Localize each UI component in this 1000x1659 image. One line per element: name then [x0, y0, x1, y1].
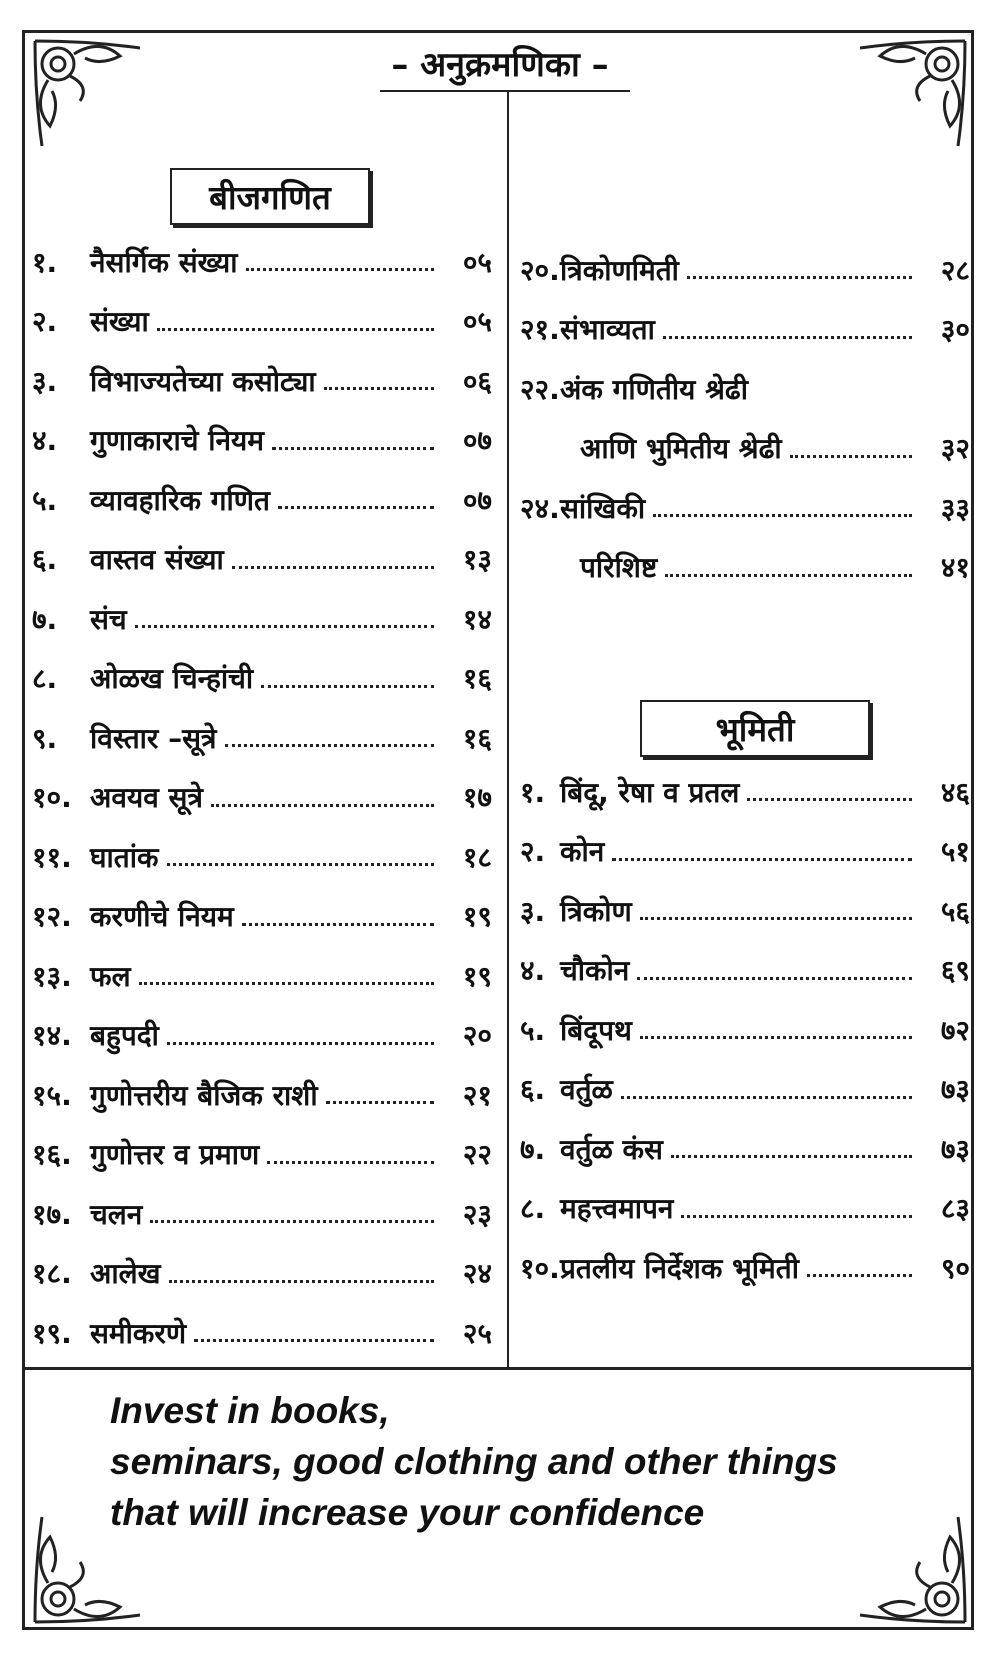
toc-leader-dots	[157, 328, 434, 331]
toc-entry	[32, 292, 492, 352]
toc-entry-page: १६	[462, 662, 492, 696]
toc-leader-dots	[135, 625, 434, 628]
toc-entry-page: १६	[462, 721, 492, 755]
quote-line: seminars, good clothing and other things	[110, 1441, 838, 1482]
toc-entry-number: १०.	[520, 1251, 560, 1285]
toc-entry-title: ओळख चिन्हांची	[90, 662, 254, 696]
toc-entry	[32, 411, 492, 471]
toc-entry-title: चौकोन	[560, 954, 630, 988]
toc-entry-title: गुणोत्तर व प्रमाण	[90, 1138, 260, 1172]
toc-entry-title: संभाव्यता	[560, 313, 655, 347]
toc-entry	[520, 1238, 970, 1298]
toc-entry-title: सांखिकी	[560, 491, 646, 525]
toc-entry-page: ३०	[940, 313, 970, 347]
quote-divider	[22, 1367, 974, 1370]
toc-leader-dots	[326, 1101, 434, 1104]
toc-entry-number: ४.	[32, 424, 58, 458]
toc-leader-dots	[167, 863, 434, 866]
toc-entry	[32, 708, 492, 768]
toc-entry-page: १९	[462, 959, 492, 993]
toc-entry-title: कोन	[560, 835, 605, 869]
toc-entry	[520, 941, 970, 1001]
toc-entry	[520, 478, 970, 538]
toc-entry-title: समीकरणे	[90, 1316, 187, 1350]
algebra-toc-list	[32, 232, 492, 1363]
toc-entry-page: २२	[462, 1138, 492, 1172]
toc-entry-title: विभाज्यतेच्या कसोट्या	[90, 364, 316, 398]
toc-entry-title: संख्या	[90, 305, 149, 339]
toc-entry	[32, 649, 492, 709]
toc-leader-dots	[211, 804, 434, 807]
toc-entry	[520, 881, 970, 941]
toc-entry-number: ४.	[520, 954, 546, 988]
toc-entry	[32, 768, 492, 828]
toc-entry	[32, 887, 492, 947]
toc-leader-dots	[150, 1220, 434, 1223]
toc-leader-dots	[621, 1096, 912, 1099]
toc-entry-number: ५.	[32, 483, 58, 517]
geometry-toc-list	[520, 762, 970, 1298]
toc-entry-number: ६.	[32, 543, 58, 577]
toc-entry-title: महत्त्वमापन	[560, 1192, 674, 1226]
toc-leader-dots	[747, 798, 912, 801]
toc-entry-page: ६९	[940, 954, 970, 988]
toc-entry-number: २०.	[520, 253, 560, 287]
toc-entry-title: वर्तुळ कंस	[560, 1132, 663, 1166]
toc-entry-title: त्रिकोणमिती	[560, 253, 679, 287]
toc-entry-page: १७	[462, 781, 492, 815]
quote-line: Invest in books,	[110, 1390, 390, 1431]
toc-entry-number: ३.	[520, 894, 546, 928]
toc-entry-page: ५१	[940, 835, 970, 869]
toc-entry	[32, 1125, 492, 1185]
toc-entry-number: १५.	[32, 1078, 72, 1112]
toc-entry-title: बहुपदी	[90, 1019, 159, 1053]
toc-entry	[520, 359, 970, 419]
page-title: – अनुक्रमणिका –	[391, 45, 609, 85]
toc-entry-page: ०६	[462, 364, 492, 398]
toc-entry-page: ७२	[940, 1013, 970, 1047]
toc-entry-number: ६.	[520, 1073, 546, 1107]
toc-entry-title: संच	[90, 602, 127, 636]
toc-entry-page: ३३	[940, 491, 970, 525]
toc-entry-title: फल	[90, 959, 131, 993]
toc-entry-number: १.	[32, 245, 58, 279]
toc-entry-number: २.	[520, 835, 546, 869]
toc-entry-title: वर्तुळ	[560, 1073, 613, 1107]
toc-entry-title: नैसर्गिक संख्या	[90, 245, 238, 279]
toc-entry-title: अंक गणितीय श्रेढी	[560, 372, 748, 406]
motivational-quote	[110, 1385, 930, 1538]
toc-entry	[520, 419, 970, 479]
toc-entry	[32, 530, 492, 590]
toc-entry-title: गुणोत्तरीय बैजिक राशी	[90, 1078, 318, 1112]
toc-leader-dots	[612, 858, 912, 861]
toc-leader-dots	[246, 268, 434, 271]
toc-entry-number: १६.	[32, 1138, 72, 1172]
toc-entry-page: ४६	[940, 775, 970, 809]
title-underline	[380, 90, 630, 92]
toc-entry-title: व्यावहारिक गणित	[90, 483, 270, 517]
toc-entry-page: ०५	[462, 305, 492, 339]
toc-entry	[32, 232, 492, 292]
toc-entry-page: ९०	[940, 1251, 970, 1285]
toc-leader-dots	[267, 1161, 434, 1164]
toc-entry-page: ५६	[940, 894, 970, 928]
toc-entry	[32, 1303, 492, 1363]
toc-entry-page: १४	[462, 602, 492, 636]
column-divider	[507, 92, 509, 1370]
quote-line: that will increase your confidence	[110, 1492, 705, 1533]
toc-entry	[32, 470, 492, 530]
toc-entry-page: ०७	[462, 483, 492, 517]
geometry-heading: भूमिती	[640, 700, 870, 757]
toc-entry	[520, 1060, 970, 1120]
toc-entry-page: ०५	[462, 245, 492, 279]
toc-entry-page: ७३	[940, 1132, 970, 1166]
toc-leader-dots	[681, 1215, 912, 1218]
algebra-toc-continued-list	[520, 240, 970, 597]
toc-entry-number: २.	[32, 305, 58, 339]
toc-entry-number: १.	[520, 775, 546, 809]
toc-leader-dots	[232, 566, 434, 569]
toc-entry-page: ७३	[940, 1073, 970, 1107]
toc-entry	[32, 946, 492, 1006]
toc-entry-page: २४	[462, 1257, 492, 1291]
toc-leader-dots	[169, 1280, 434, 1283]
toc-leader-dots	[790, 455, 912, 458]
toc-leader-dots	[637, 977, 912, 980]
toc-leader-dots	[278, 506, 434, 509]
toc-entry-number: १२.	[32, 900, 72, 934]
toc-entry	[32, 1006, 492, 1066]
toc-entry	[520, 762, 970, 822]
toc-leader-dots	[653, 514, 912, 517]
toc-entry-number: २१.	[520, 313, 560, 347]
toc-entry-number: ८.	[32, 662, 58, 696]
toc-leader-dots	[167, 1042, 434, 1045]
toc-entry-title: घातांक	[90, 840, 159, 874]
toc-entry-title: आलेख	[90, 1257, 161, 1291]
toc-entry-title: प्रतलीय निर्देशक भूमिती	[560, 1251, 799, 1285]
toc-entry-title: विस्तार –सूत्रे	[90, 721, 217, 755]
toc-entry-page: २१	[462, 1078, 492, 1112]
toc-entry-page: २३	[462, 1197, 492, 1231]
toc-entry-page: १८	[462, 840, 492, 874]
toc-leader-dots	[139, 982, 434, 985]
toc-entry-page: ०७	[462, 424, 492, 458]
toc-entry	[32, 1184, 492, 1244]
toc-entry-number: २२.	[520, 372, 560, 406]
toc-entry-page: ८३	[940, 1192, 970, 1226]
toc-entry	[520, 1119, 970, 1179]
toc-leader-dots	[663, 336, 912, 339]
toc-leader-dots	[272, 447, 434, 450]
toc-entry-number: ५.	[520, 1013, 546, 1047]
toc-entry-page: ४१	[940, 551, 970, 585]
toc-entry-number: १३.	[32, 959, 72, 993]
toc-leader-dots	[225, 744, 434, 747]
toc-entry-number: १७.	[32, 1197, 72, 1231]
toc-entry-page: २०	[462, 1019, 492, 1053]
toc-entry-title: बिंदू, रेषा व प्रतल	[560, 775, 740, 809]
toc-entry-number: ९.	[32, 721, 58, 755]
algebra-heading: बीजगणित	[170, 168, 370, 225]
toc-entry-page: २५	[462, 1316, 492, 1350]
toc-entry-page: १९	[462, 900, 492, 934]
toc-entry	[520, 300, 970, 360]
toc-entry-page: ३२	[940, 432, 970, 466]
toc-leader-dots	[640, 917, 912, 920]
toc-entry	[32, 827, 492, 887]
toc-entry-title: अवयव सूत्रे	[90, 781, 203, 815]
toc-leader-dots	[665, 574, 912, 577]
toc-entry	[32, 589, 492, 649]
toc-leader-dots	[261, 685, 434, 688]
toc-entry	[520, 240, 970, 300]
toc-entry	[32, 1244, 492, 1304]
toc-entry-page: २८	[940, 253, 970, 287]
toc-entry-number: ७.	[32, 602, 58, 636]
toc-leader-dots	[687, 276, 912, 279]
toc-entry-number: १९.	[32, 1316, 72, 1350]
toc-entry-title: वास्तव संख्या	[90, 543, 224, 577]
toc-entry-title: परिशिष्ट	[580, 551, 658, 585]
toc-leader-dots	[807, 1274, 912, 1277]
toc-entry	[520, 822, 970, 882]
toc-entry-number: २४.	[520, 491, 560, 525]
toc-entry-title: त्रिकोण	[560, 894, 632, 928]
toc-entry-page: १३	[462, 543, 492, 577]
toc-leader-dots	[324, 387, 434, 390]
toc-entry-number: ७.	[520, 1132, 546, 1166]
toc-entry-title: आणि भुमितीय श्रेढी	[580, 432, 782, 466]
toc-entry	[32, 351, 492, 411]
toc-leader-dots	[194, 1339, 434, 1342]
toc-leader-dots	[242, 923, 434, 926]
toc-entry-number: ३.	[32, 364, 58, 398]
toc-entry-number: १८.	[32, 1257, 72, 1291]
toc-entry	[520, 538, 970, 598]
toc-entry-number: ८.	[520, 1192, 546, 1226]
toc-entry	[520, 1000, 970, 1060]
toc-entry-title: करणीचे नियम	[90, 900, 234, 934]
toc-entry-number: ११.	[32, 840, 72, 874]
toc-entry-number: १०.	[32, 781, 72, 815]
toc-leader-dots	[671, 1155, 912, 1158]
toc-entry	[520, 1179, 970, 1239]
toc-entry-title: गुणाकाराचे नियम	[90, 424, 265, 458]
toc-leader-dots	[640, 1036, 912, 1039]
toc-entry	[32, 1065, 492, 1125]
toc-entry-number: १४.	[32, 1019, 72, 1053]
toc-entry-title: चलन	[90, 1197, 143, 1231]
toc-entry-title: बिंदूपथ	[560, 1013, 632, 1047]
